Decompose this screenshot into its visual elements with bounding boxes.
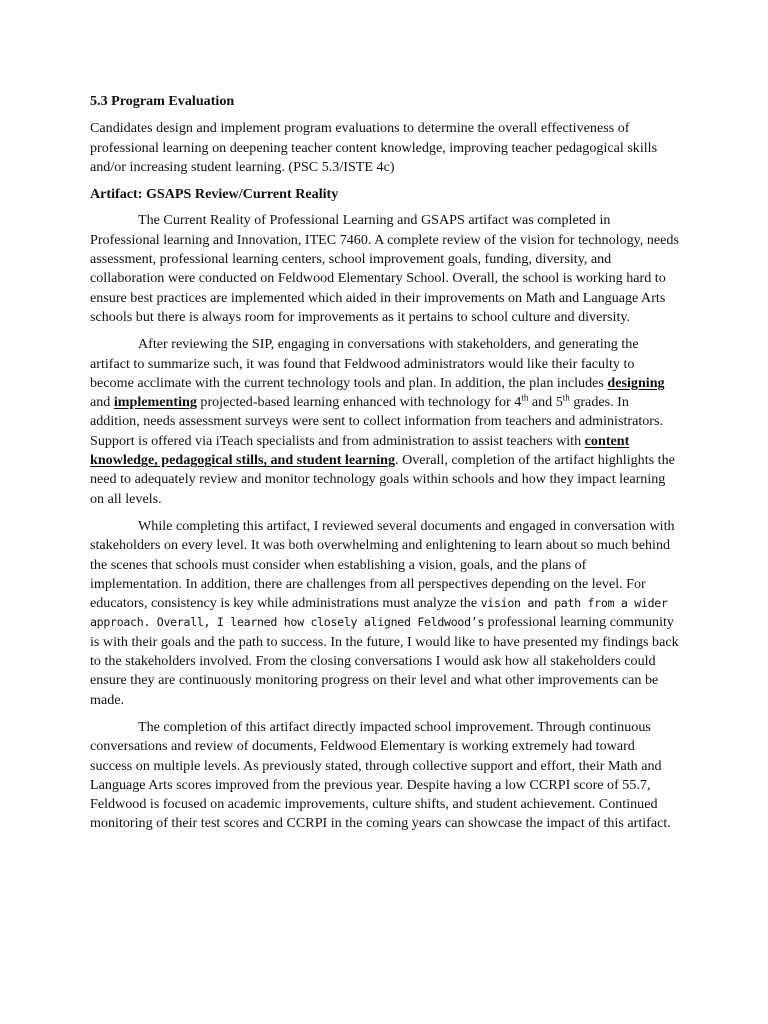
designing-emphasis: designing (607, 374, 665, 391)
paragraph-current-reality: The Current Reality of Professional Learning and GSAPS artifact was completed in Professional learning and Innovation, ITEC 7460. A complete review of the vision for technology, needs assessment, professional learning centers, school improvement goals, funding, diversity, and collaboration were conducted on Feldwood Elementary School. Overall, the school is working hard to ensure best practices are implemented which aided in their improvements on Math and Language Arts schools but there is always room for improvements as it pertains to school culture and diversity. (90, 212, 679, 325)
p3-alt-font-phrase: vision and path from a wider approach. Overall, I learned how closely aligned Feldwood’s (90, 596, 668, 630)
superscript-th: th (521, 392, 529, 403)
p2-text-5: . Overall, completion of the artifact highlights the need to adequately review and monitor technology goals within schools and how they impact learning on all levels. (90, 452, 675, 507)
paragraph-reflection (90, 517, 680, 710)
paragraph-sip-review (90, 335, 680, 509)
p2-text-4: grades. In addition, needs assessment surveys were sent to collect information from teachers and administrators. Support is offered via iTeach specialists and from administration to assist teachers with (90, 394, 663, 449)
p3-text-2: professional learning community is with their goals and the path to success. In the future, I would like to have presented my findings back to the stakeholders involved. From the closing conversations I would ask how all stakeholders could ensure they are continuously monitoring progress on their level and what other improvements can be made. (90, 614, 679, 708)
superscript-th: th (562, 392, 570, 403)
content-knowledge-emphasis: content knowledge, pedagogical stills, and student learning (90, 432, 630, 469)
paragraph-impact: The completion of this artifact directly impacted school improvement. Through continuous conversations and review of documents, Feldwood Elementary is working extremely had toward success on multiple levels. As previously stated, through collective support and effort, their Math and Language Arts scores improved from the previous year. Despite having a low CCRPI score of 55.7, Feldwood is focused on academic improvements, culture shifts, and student achievement. Continued monitoring of their test scores and CCRPI in the coming years can showcase the impact of this artifact. (90, 718, 671, 832)
p2-text-3: and 5 (528, 394, 563, 411)
section-title: 5.3 Program Evaluation (90, 93, 235, 109)
p3-text-1: While completing this artifact, I reviewed several documents and engaged in conversation with stakeholders on every level. It was both overwhelming and enlightening to learn about so much behind the scenes that schools must consider when establishing a vision, goals, and the plans of implementation. In addition, there are challenges from all perspectives depending on the level. For educators, consistency is key while administrations must analyze the (90, 517, 675, 612)
p2-text-2: projected-based learning enhanced with technology for 4 (196, 394, 522, 411)
p2-text-and: and (90, 394, 114, 411)
p2-text-1: After reviewing the SIP, engaging in conversations with stakeholders, and generating the artifact to summarize such, it was found that Feldwood administrators would like their faculty to become acclimate with the current technology tools and plan. In addition, the plan includes (90, 336, 639, 391)
implementing-emphasis: implementing (113, 394, 197, 411)
artifact-heading: Artifact: GSAPS Review/Current Reality (90, 186, 339, 203)
standard-statement: Candidates design and implement program evaluations to determine the overall effectiveness of professional learning on deepening teacher content knowledge, improving teacher pedagogical skills and/or increasing student learning. (PSC 5.3/ISTE 4c) (90, 120, 658, 175)
document-body (90, 92, 680, 842)
